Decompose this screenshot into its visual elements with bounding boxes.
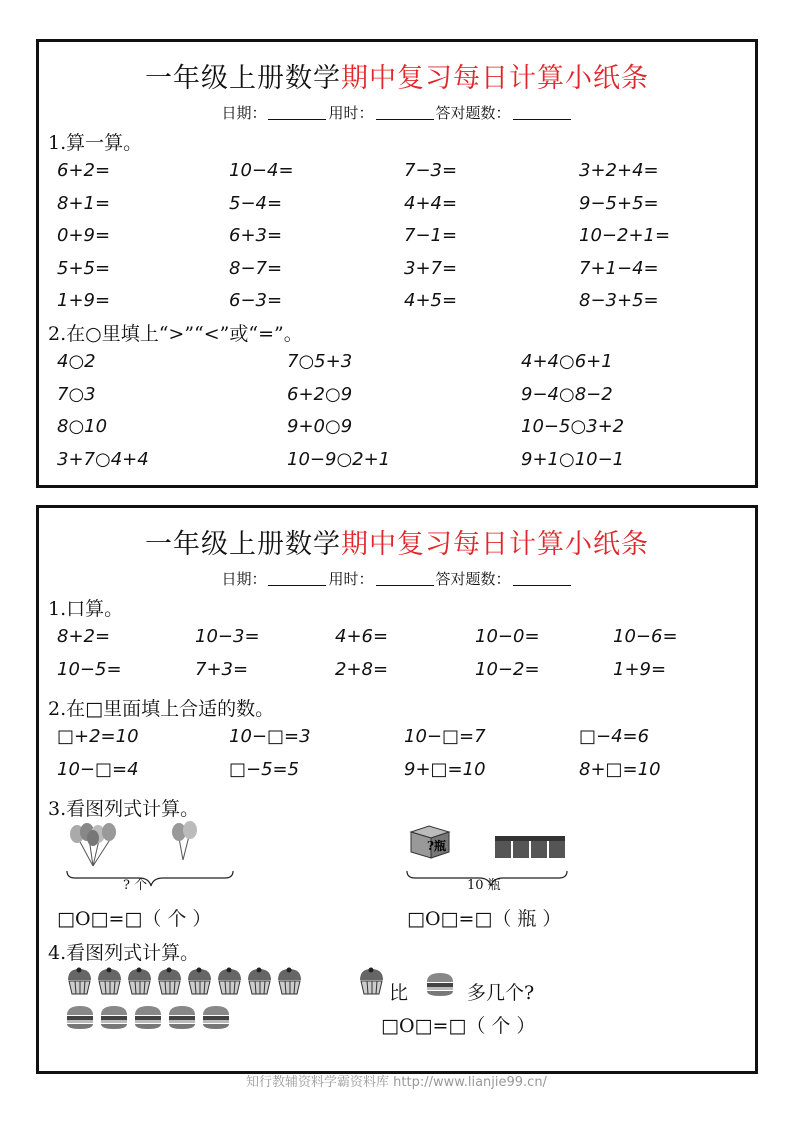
exercise-item[interactable]: 10−9○2+1 xyxy=(287,448,391,470)
cupcake-icon xyxy=(248,968,271,995)
bottle-cases-icon xyxy=(495,836,565,858)
card1-section1-title: 1.算一算。 xyxy=(48,132,143,154)
exercise-item[interactable]: □+2=10 xyxy=(57,726,139,747)
exercise-item[interactable]: 4○2 xyxy=(57,351,96,372)
exercise-item[interactable]: 0+9= xyxy=(57,225,111,246)
time-label: 用时： xyxy=(328,570,374,588)
time-label: 用时： xyxy=(328,104,374,122)
exercise-item[interactable]: 6−3= xyxy=(229,290,283,311)
date-label: 日期： xyxy=(221,570,267,588)
exercise-item[interactable]: 3+7○4+4 xyxy=(57,448,149,470)
exercise-item[interactable]: □−5=5 xyxy=(229,758,300,780)
cupcakes-row xyxy=(65,966,315,998)
comparison-formula[interactable]: □O□=□（ 个 ） xyxy=(381,1015,536,1037)
card2-section2-title: 2.在□里面填上合适的数。 xyxy=(48,698,275,720)
title-black-part: 一年级上册数学 xyxy=(145,63,341,94)
exercise-item[interactable]: 7−3= xyxy=(404,160,458,181)
burger-icon xyxy=(425,971,455,997)
exercise-item[interactable]: 2+8= xyxy=(335,658,389,680)
exercise-item[interactable]: 9+1○10−1 xyxy=(521,448,625,470)
exercise-item[interactable]: □−4=6 xyxy=(579,726,650,747)
correct-label: 答对题数： xyxy=(435,104,511,122)
cupcake-icon xyxy=(128,968,151,995)
burger-icon xyxy=(169,1006,195,1029)
balloon-cluster-icon xyxy=(70,823,116,866)
exercise-item[interactable]: 10−□=3 xyxy=(229,726,311,747)
card1-section2-title: 2.在○里填上“>”“<”或“=”。 xyxy=(48,323,303,345)
exercise-item[interactable]: 8○10 xyxy=(57,416,108,437)
exercise-item[interactable]: 8+1= xyxy=(57,192,111,214)
card2-section4-title: 4.看图列式计算。 xyxy=(48,942,200,964)
title-red-part: 期中复习每日计算小纸条 xyxy=(341,529,649,560)
exercise-item[interactable]: 10−□=4 xyxy=(57,758,139,780)
exercise-item[interactable]: 3+7= xyxy=(404,257,458,279)
exercise-item[interactable]: 5−4= xyxy=(229,192,283,214)
exercise-item[interactable]: 4+4○6+1 xyxy=(521,351,613,372)
cupcake-icon xyxy=(357,966,387,996)
exercise-item[interactable]: 10−5= xyxy=(57,658,122,680)
time-blank[interactable] xyxy=(376,119,434,120)
date-label: 日期： xyxy=(221,104,267,122)
exercise-item[interactable]: 4+5= xyxy=(404,290,458,311)
compare-word-bi: 比 xyxy=(389,982,409,1004)
exercise-item[interactable]: 7○3 xyxy=(57,383,96,405)
exercise-item[interactable]: 8−7= xyxy=(229,257,283,279)
exercise-item[interactable]: 6+2○9 xyxy=(287,383,353,405)
exercise-item[interactable]: 3+2+4= xyxy=(579,160,659,181)
exercise-item[interactable]: 8+2= xyxy=(57,626,111,647)
exercise-item[interactable]: 10−2+1= xyxy=(579,225,671,246)
exercise-item[interactable]: 10−0= xyxy=(475,626,540,647)
exercise-item[interactable]: 10−5○3+2 xyxy=(521,416,625,437)
cupcake-icon xyxy=(188,968,211,995)
brace-icon xyxy=(67,871,233,886)
balloons-formula[interactable]: □O□=□（ 个 ） xyxy=(57,908,212,930)
exercise-item[interactable]: 9−4○8−2 xyxy=(521,383,613,405)
burger-icon xyxy=(67,1006,93,1029)
exercise-item[interactable]: 10−2= xyxy=(475,658,540,680)
exercise-item[interactable]: 1+9= xyxy=(613,658,667,680)
worksheet-card-2 xyxy=(36,505,758,1074)
exercise-item[interactable]: 5+5= xyxy=(57,257,111,279)
cupcake-icon xyxy=(278,968,301,995)
date-blank[interactable] xyxy=(268,585,326,586)
card2-title xyxy=(39,522,755,561)
exercise-item[interactable]: 9+0○9 xyxy=(287,416,353,437)
footer-watermark: 知行教辅资料学霸资料库 http://www.lianjie99.cn/ xyxy=(246,1075,547,1090)
cupcake-icon xyxy=(158,968,181,995)
cupcake-icon xyxy=(68,968,91,995)
exercise-item[interactable]: 8+□=10 xyxy=(579,758,661,780)
burger-icon xyxy=(135,1006,161,1029)
burger-icon xyxy=(101,1006,127,1029)
exercise-item[interactable]: 7+1−4= xyxy=(579,257,659,279)
card1-meta-line xyxy=(39,102,755,123)
exercise-item[interactable]: 9+□=10 xyxy=(404,758,486,780)
correct-blank[interactable] xyxy=(513,119,571,120)
exercise-item[interactable]: 7−1= xyxy=(404,225,458,246)
time-blank[interactable] xyxy=(376,585,434,586)
balloon-pair-icon xyxy=(172,821,197,860)
cupcake-icon xyxy=(98,968,121,995)
exercise-item[interactable]: 10−3= xyxy=(195,626,260,647)
exercise-item[interactable]: 4+6= xyxy=(335,626,389,647)
exercise-item[interactable]: 10−□=7 xyxy=(404,726,486,747)
card2-section3-title: 3.看图列式计算。 xyxy=(48,798,200,820)
exercise-item[interactable]: 6+3= xyxy=(229,225,283,246)
worksheet-card-1 xyxy=(36,39,758,488)
exercise-item[interactable]: 9−5+5= xyxy=(579,192,659,214)
box-label: ?瓶 xyxy=(427,839,447,853)
date-blank[interactable] xyxy=(268,119,326,120)
exercise-item[interactable]: 6+2= xyxy=(57,160,111,181)
card1-title xyxy=(39,56,755,95)
cupcake-icon xyxy=(218,968,241,995)
compare-word-more: 多几个? xyxy=(467,982,535,1004)
title-red-part: 期中复习每日计算小纸条 xyxy=(341,63,649,94)
exercise-item[interactable]: 1+9= xyxy=(57,290,111,311)
card2-section1-title: 1.口算。 xyxy=(48,598,124,620)
exercise-item[interactable]: 4+4= xyxy=(404,192,458,214)
bottles-formula[interactable]: □O□=□（ 瓶 ） xyxy=(407,908,562,930)
exercise-item[interactable]: 7○5+3 xyxy=(287,351,353,372)
exercise-item[interactable]: 10−6= xyxy=(613,626,678,647)
title-black-part: 一年级上册数学 xyxy=(145,529,341,560)
burgers-row xyxy=(65,1004,245,1034)
exercise-item[interactable]: 10−4= xyxy=(229,160,294,181)
bottles-count-label: 10 瓶 xyxy=(467,878,501,893)
correct-label: 答对题数： xyxy=(435,570,511,588)
exercise-item[interactable]: 8−3+5= xyxy=(579,290,659,311)
card2-meta-line xyxy=(39,568,755,589)
balloons-picture xyxy=(67,824,237,894)
exercise-item[interactable]: 7+3= xyxy=(195,658,249,680)
balloons-count-label: ? 个 xyxy=(123,878,148,893)
burger-icon xyxy=(203,1006,229,1029)
correct-blank[interactable] xyxy=(513,585,571,586)
